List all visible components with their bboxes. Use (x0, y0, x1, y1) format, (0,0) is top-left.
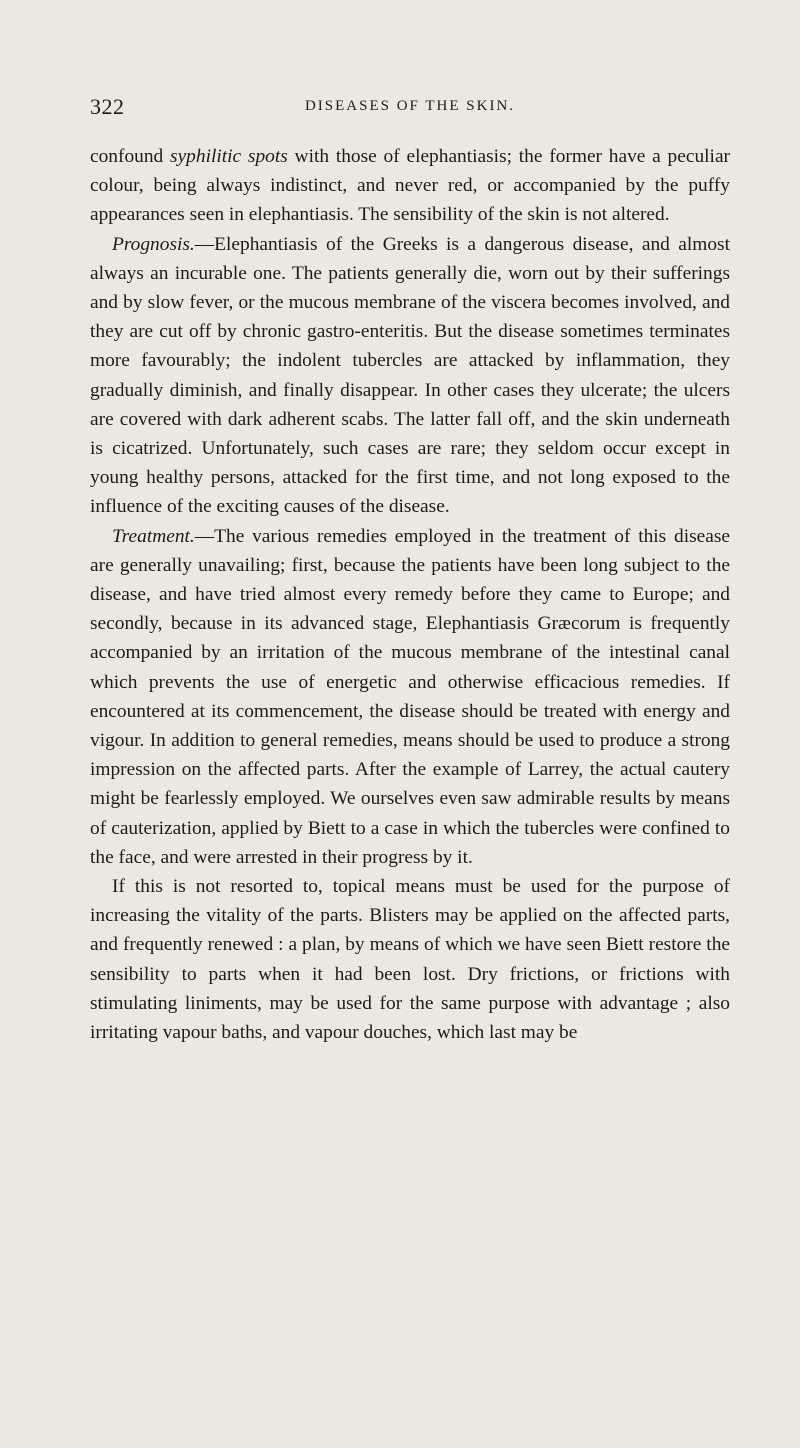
paragraph-text: —Elephantiasis of the Greeks is a dangerous disease, and almost always an incurable one. The patients generally die, worn out by their sufferings and by slow fever, or the mucous membrane of the viscera becomes involved, and they are cut off by chronic gastro-enteritis. But the disease sometimes terminates more favourably; the indolent tubercles are attacked by inflammation, they gradually diminish, and finally disappear. In other cases they ulcerate; the ulcers are covered with dark adherent scabs. The latter fall off, and the skin underneath is cicatrized. Unfortunately, such cases are rare; they seldom occur except in young healthy persons, attacked for the first time, and not long exposed to the influence of the exciting causes of the disease. (90, 233, 730, 518)
paragraph-lead: confound (90, 146, 171, 167)
paragraph-treatment (90, 522, 730, 872)
section-heading-treatment: Treatment. (112, 525, 195, 547)
emphasis-term: syphilitic spots (170, 146, 288, 167)
section-heading-prognosis: Prognosis. (112, 233, 195, 255)
page-header (90, 94, 730, 124)
paragraph-prognosis (90, 230, 730, 522)
paragraph-intro (90, 142, 730, 230)
paragraph-text: with those of elephantiasis; the former have a peculiar colour, being always indistinct, and never red, or accompanied by the puffy appearances seen in elephantiasis. The sensibility of the skin is not altered. (90, 146, 731, 226)
page-number: 322 (90, 94, 125, 119)
paragraph-text: If this is not resorted to, topical means must be used for the purpose of increasing the vitality of the parts. Blisters may be applied on the affected parts, and frequently renewed : a plan, by means of which we have seen Biett restore the sensibility to parts when it had been lost. Dry frictions, or frictions with stimulating liniments, may be used for the same purpose with advantage ; also irritating vapour baths, and vapour douches, which last may be (90, 876, 730, 1044)
running-head: DISEASES OF THE SKIN. (304, 98, 516, 114)
body-text (90, 142, 730, 1047)
paragraph-text: —The various remedies employed in the treatment of this disease are generally unavailing; first, because the patients have been long subject to the disease, and have tried almost every remedy before they came to Europe; and secondly, because in its advanced stage, Elephantiasis Græcorum is frequently accompanied by an irritation of the mucous membrane of the intestinal canal which prevents the use of energetic and otherwise efficacious remedies. If encountered at its commencement, the disease should be treated with energy and vigour. In addition to general remedies, means should be used to produce a strong impression on the affected parts. After the example of Larrey, the actual cautery might be fearlessly employed. We ourselves even saw admirable results by means of cauterization, applied by Biett to a case in which the tubercles were confined to the face, and were arrested in their progress by it. (90, 525, 730, 868)
paragraph-topical-means (90, 872, 730, 1047)
